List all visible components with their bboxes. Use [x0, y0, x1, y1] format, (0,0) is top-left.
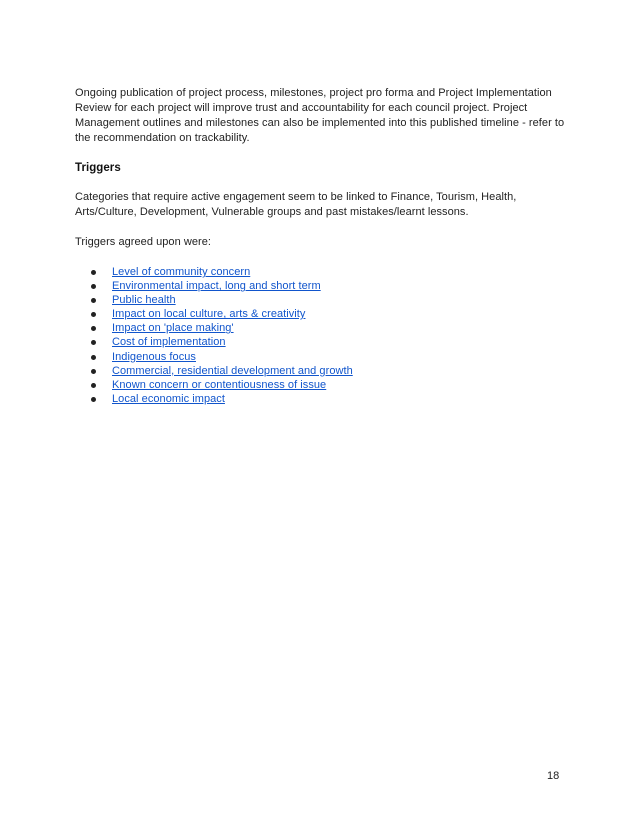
bullet-icon	[91, 284, 96, 289]
triggers-intro-text: Triggers agreed upon were:	[75, 236, 212, 248]
bullet-icon	[91, 312, 96, 317]
bullet-icon	[91, 270, 96, 275]
list-item	[75, 265, 565, 279]
trigger-link[interactable]: Cost of implementation	[112, 336, 226, 349]
page-content	[75, 86, 565, 406]
list-item	[75, 293, 565, 307]
trigger-link[interactable]: Public health	[112, 294, 176, 307]
trigger-link[interactable]: Local economic impact	[112, 392, 225, 405]
categories-paragraph: Categories that require active engagement seem to be linked to Finance, Tourism, Health, Arts/Culture, Development, Vulnerable groups and past mistakes/learnt lessons.	[75, 191, 517, 218]
bullet-icon	[91, 298, 96, 303]
list-item	[75, 364, 565, 378]
trigger-link[interactable]: Known concern or contentiousness of issue	[112, 378, 327, 391]
trigger-link[interactable]: Impact on local culture, arts & creativity	[112, 308, 306, 321]
list-item	[75, 279, 565, 293]
trigger-link[interactable]: Indigenous focus	[112, 350, 196, 363]
triggers-list	[75, 265, 565, 406]
page-number: 18	[547, 770, 560, 782]
trigger-link[interactable]: Commercial, residential development and growth	[112, 364, 353, 377]
list-item	[75, 321, 565, 335]
list-item	[75, 378, 565, 392]
bullet-icon	[91, 355, 96, 360]
bullet-icon	[91, 383, 96, 388]
trigger-link[interactable]: Level of community concern	[112, 266, 251, 278]
intro-paragraph: Ongoing publication of project process, milestones, project pro forma and Project Implementation Review for each project will improve trust and accountability for each council project. Project Management outlines and milestones can also be implemented into this published timeline - refer to the recommendation on trackability.	[75, 87, 565, 144]
trigger-link[interactable]: Impact on 'place making'	[112, 322, 234, 335]
list-item	[75, 350, 565, 364]
list-item	[75, 307, 565, 321]
bullet-icon	[91, 326, 96, 331]
bullet-icon	[91, 397, 96, 402]
bullet-icon	[91, 340, 96, 345]
list-item	[75, 392, 565, 406]
bullet-icon	[91, 369, 96, 374]
trigger-link[interactable]: Environmental impact, long and short term	[112, 280, 321, 293]
list-item	[75, 335, 565, 349]
section-heading-triggers: Triggers	[75, 162, 121, 174]
